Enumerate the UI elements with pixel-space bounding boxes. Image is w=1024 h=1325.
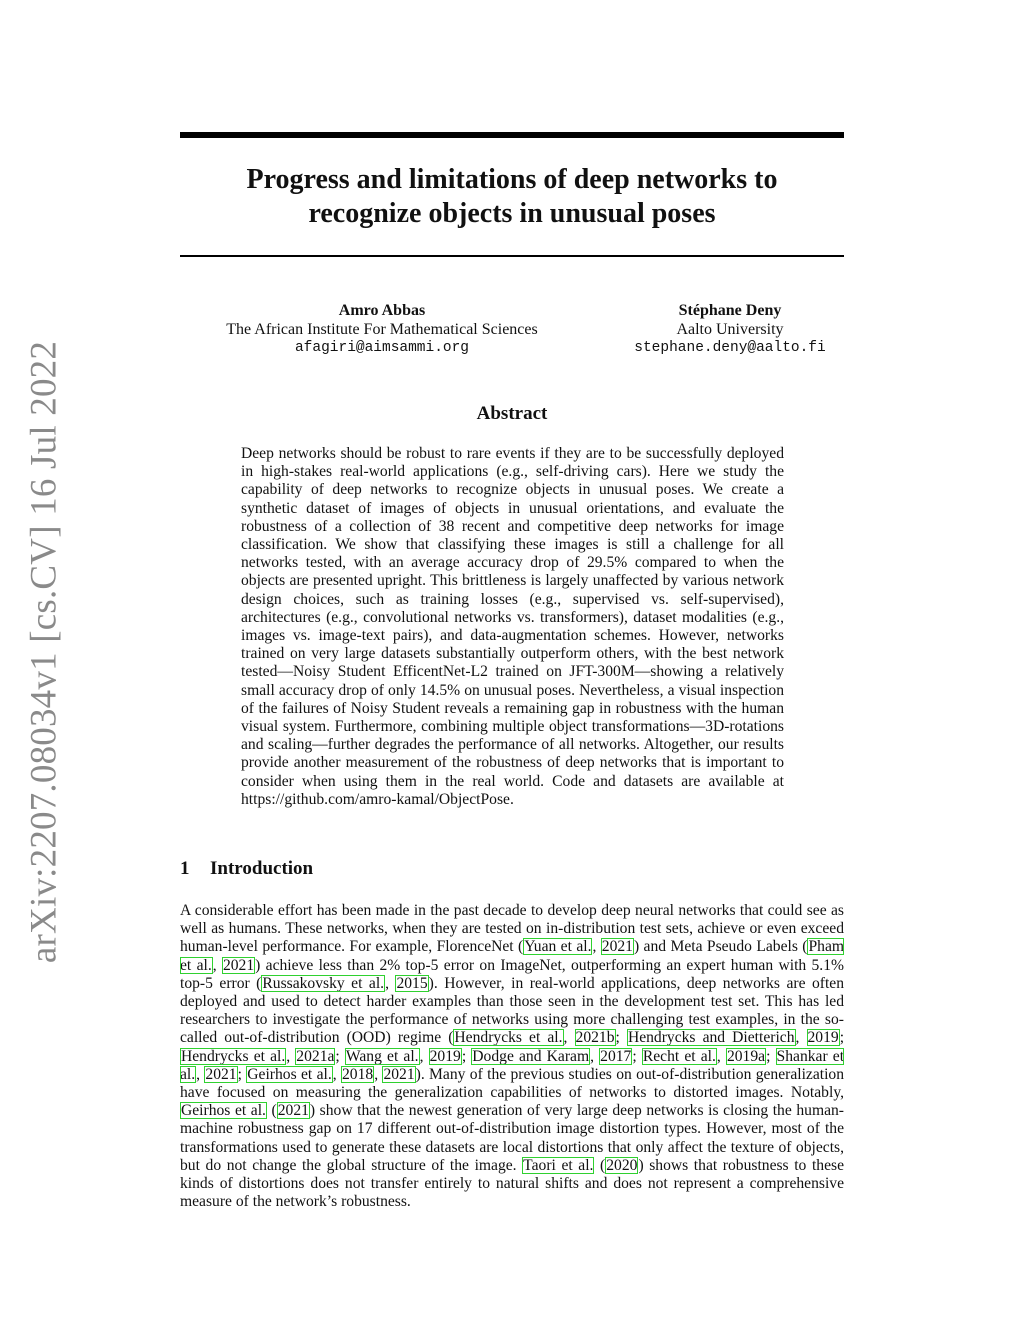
citation-link[interactable]: Taori et al. [523, 1156, 594, 1174]
abstract-heading: Abstract [476, 403, 548, 424]
abstract-text: Deep networks should be robust to rare events if they are to be successfully deployed in high-stakes real-world applications (e.g., self-driving cars). Here we study the capability of deep networks to recognize objects in unusual poses. We create a synthetic dataset of images of objects in unusual orientations, and evaluate the robustness of a collection of 38 recent and competitive deep networks for image classification. We show that classifying these images is still a challenge for all networks tested, with an average accuracy drop of 29.5% compared to when the objects are presented upright. This brittleness is largely unaffected by various network design choices, such as training losses (e.g., supervised vs. self-supervised), architectures (e.g., convolutional networks vs. transformers), dataset modalities (e.g., images vs. image-text pairs), and data-augmentation schemes. However, networks trained on very large datasets substantially outperform others, with the best network tested—Noisy Student EfficentNet-L2 trained on JFT-300M—showing a relatively small accuracy drop of only 14.5% on unusual poses. Nevertheless, a visual inspection of the failures of Noisy Student reveals a remaining gap in robustness with the human visual system. Furthermore, combining multiple object transformations—3D-rotations and scaling—further degrades the performance of all networks. Altogether, our results provide another measurement of the robustness of deep networks that is important to consider when using them in the real world. Code and datasets are available at https://github.com/amro-kamal/ObjectPose. [241, 445, 784, 808]
citation-link[interactable]: Hendrycks and Dietterich [627, 1029, 795, 1047]
intro-text: A considerable effort has been made in the past decade to develop deep neural networks that could see as well as humans. These networks, when they are tested on in-distribution test sets, achieve or even exceed human-level performance. For example, FlorenceNet ( [180, 902, 844, 956]
intro-text: , [795, 1029, 807, 1047]
intro-text: ). However, in real-world applications, deep networks are often deployed and used to detect harder examples than those seen in the development test set. This has led researchers to investigate the performance of networks using more challenging test examples, in the so-called out-of-distribution (OOD) regime ( [180, 974, 845, 1047]
introduction-paragraph [180, 902, 844, 1211]
intro-text: , [385, 974, 396, 992]
citation-link[interactable]: Geirhos et al. [247, 1065, 332, 1083]
citation-link[interactable]: 2019 [429, 1047, 461, 1065]
citation-link[interactable]: 2021b [575, 1029, 615, 1047]
citation-link[interactable]: 2021 [222, 956, 255, 974]
citation-link[interactable]: Wang et al. [345, 1047, 419, 1065]
author-email[interactable]: afagiri@aimsammi.org [294, 340, 470, 356]
citation-link[interactable]: 2021 [277, 1102, 309, 1120]
arxiv-identifier: arXiv:2207.08034v1 [cs.CV] 16 Jul 2022 [23, 340, 65, 964]
section-title: Introduction [210, 858, 314, 879]
paper-title [180, 163, 844, 231]
intro-text: ) show that the newest generation of very large deep networks is closing the human-machine robustness gap on 17 different out-of-distribution image distortion types. However, most of the transformations used to generate these datasets are local distortions that only affect the texture of objects, but do not change the global structure of the image. [180, 1102, 844, 1174]
intro-text: ; [335, 1047, 345, 1065]
author-block-2 [600, 301, 860, 358]
author-affiliation: The African Institute For Mathematical Sciences [226, 321, 538, 338]
citation-link[interactable]: Geirhos et al. [181, 1102, 266, 1120]
author-name: Stéphane Deny [678, 302, 782, 319]
citation-link[interactable]: Shankar et al. [180, 1047, 845, 1083]
title-line-2: recognize objects in unusual poses [308, 198, 716, 229]
intro-text: ( [266, 1102, 277, 1120]
intro-text: , [212, 956, 222, 974]
intro-text: ; [237, 1065, 247, 1083]
intro-text: , [419, 1047, 429, 1065]
intro-text: , [592, 938, 601, 956]
citation-link[interactable]: 2017 [600, 1047, 632, 1065]
title-line-1: Progress and limitations of deep networks to [246, 164, 778, 195]
intro-text: ; [632, 1047, 642, 1065]
citation-link[interactable]: 2021 [205, 1065, 237, 1083]
citation-link[interactable]: 2019 [807, 1029, 839, 1047]
intro-text: ) shows that robustness to these kinds of distortions does not transfer entirely to natural shifts and does not represent a comprehensive measure of the network’s robustness. [180, 1156, 844, 1211]
citation-link[interactable]: Hendrycks et al. [181, 1047, 286, 1065]
citation-link[interactable]: Yuan et al. [524, 938, 592, 956]
citation-link[interactable]: 2021a [296, 1047, 335, 1065]
citation-link[interactable]: 2021 [601, 938, 633, 956]
intro-text: ; [615, 1029, 627, 1047]
citation-link[interactable]: 2019a [726, 1047, 766, 1065]
author-name: Amro Abbas [338, 302, 426, 319]
intro-text: ; [839, 1029, 845, 1047]
citation-link[interactable]: 2020 [606, 1156, 638, 1174]
author-affiliation: Aalto University [676, 321, 784, 338]
citation-link[interactable]: 2015 [396, 974, 428, 992]
citation-link[interactable]: 2021 [383, 1065, 415, 1083]
intro-text: ). Many of the previous studies on out-of-distribution generalization have focused on measuring the generalization capabilities of networks to distorted images. Notably, [180, 1065, 845, 1102]
title-top-rule [180, 132, 844, 138]
intro-text: , [374, 1065, 383, 1083]
citation-link[interactable]: Pham et al. [180, 938, 845, 974]
title-bottom-rule [180, 255, 844, 257]
citation-link[interactable]: Recht et al. [642, 1047, 716, 1065]
citation-link[interactable]: Hendrycks et al. [454, 1029, 563, 1047]
intro-text: ( [594, 1156, 606, 1174]
author-block-1 [202, 301, 562, 358]
intro-text: ) achieve less than 2% top-5 error on ImageNet, outperforming an expert human with 5.1% top-5 error ( [180, 956, 844, 992]
intro-text: , [196, 1065, 205, 1083]
intro-text: ) and Meta Pseudo Labels ( [633, 938, 808, 956]
intro-text: , [286, 1047, 296, 1065]
section-number: 1 [180, 858, 190, 879]
intro-text: , [590, 1047, 600, 1065]
intro-text: , [332, 1065, 341, 1083]
section-heading-introduction [180, 858, 313, 880]
citation-link[interactable]: Dodge and Karam [472, 1047, 590, 1065]
citation-link[interactable]: Russakovsky et al. [262, 974, 385, 992]
intro-text: , [716, 1047, 726, 1065]
citation-link[interactable]: 2018 [342, 1065, 374, 1083]
author-email[interactable]: stephane.deny@aalto.fi [634, 340, 826, 356]
intro-text: ; [461, 1047, 472, 1065]
intro-text: , [563, 1029, 575, 1047]
intro-text: ; [766, 1047, 776, 1065]
